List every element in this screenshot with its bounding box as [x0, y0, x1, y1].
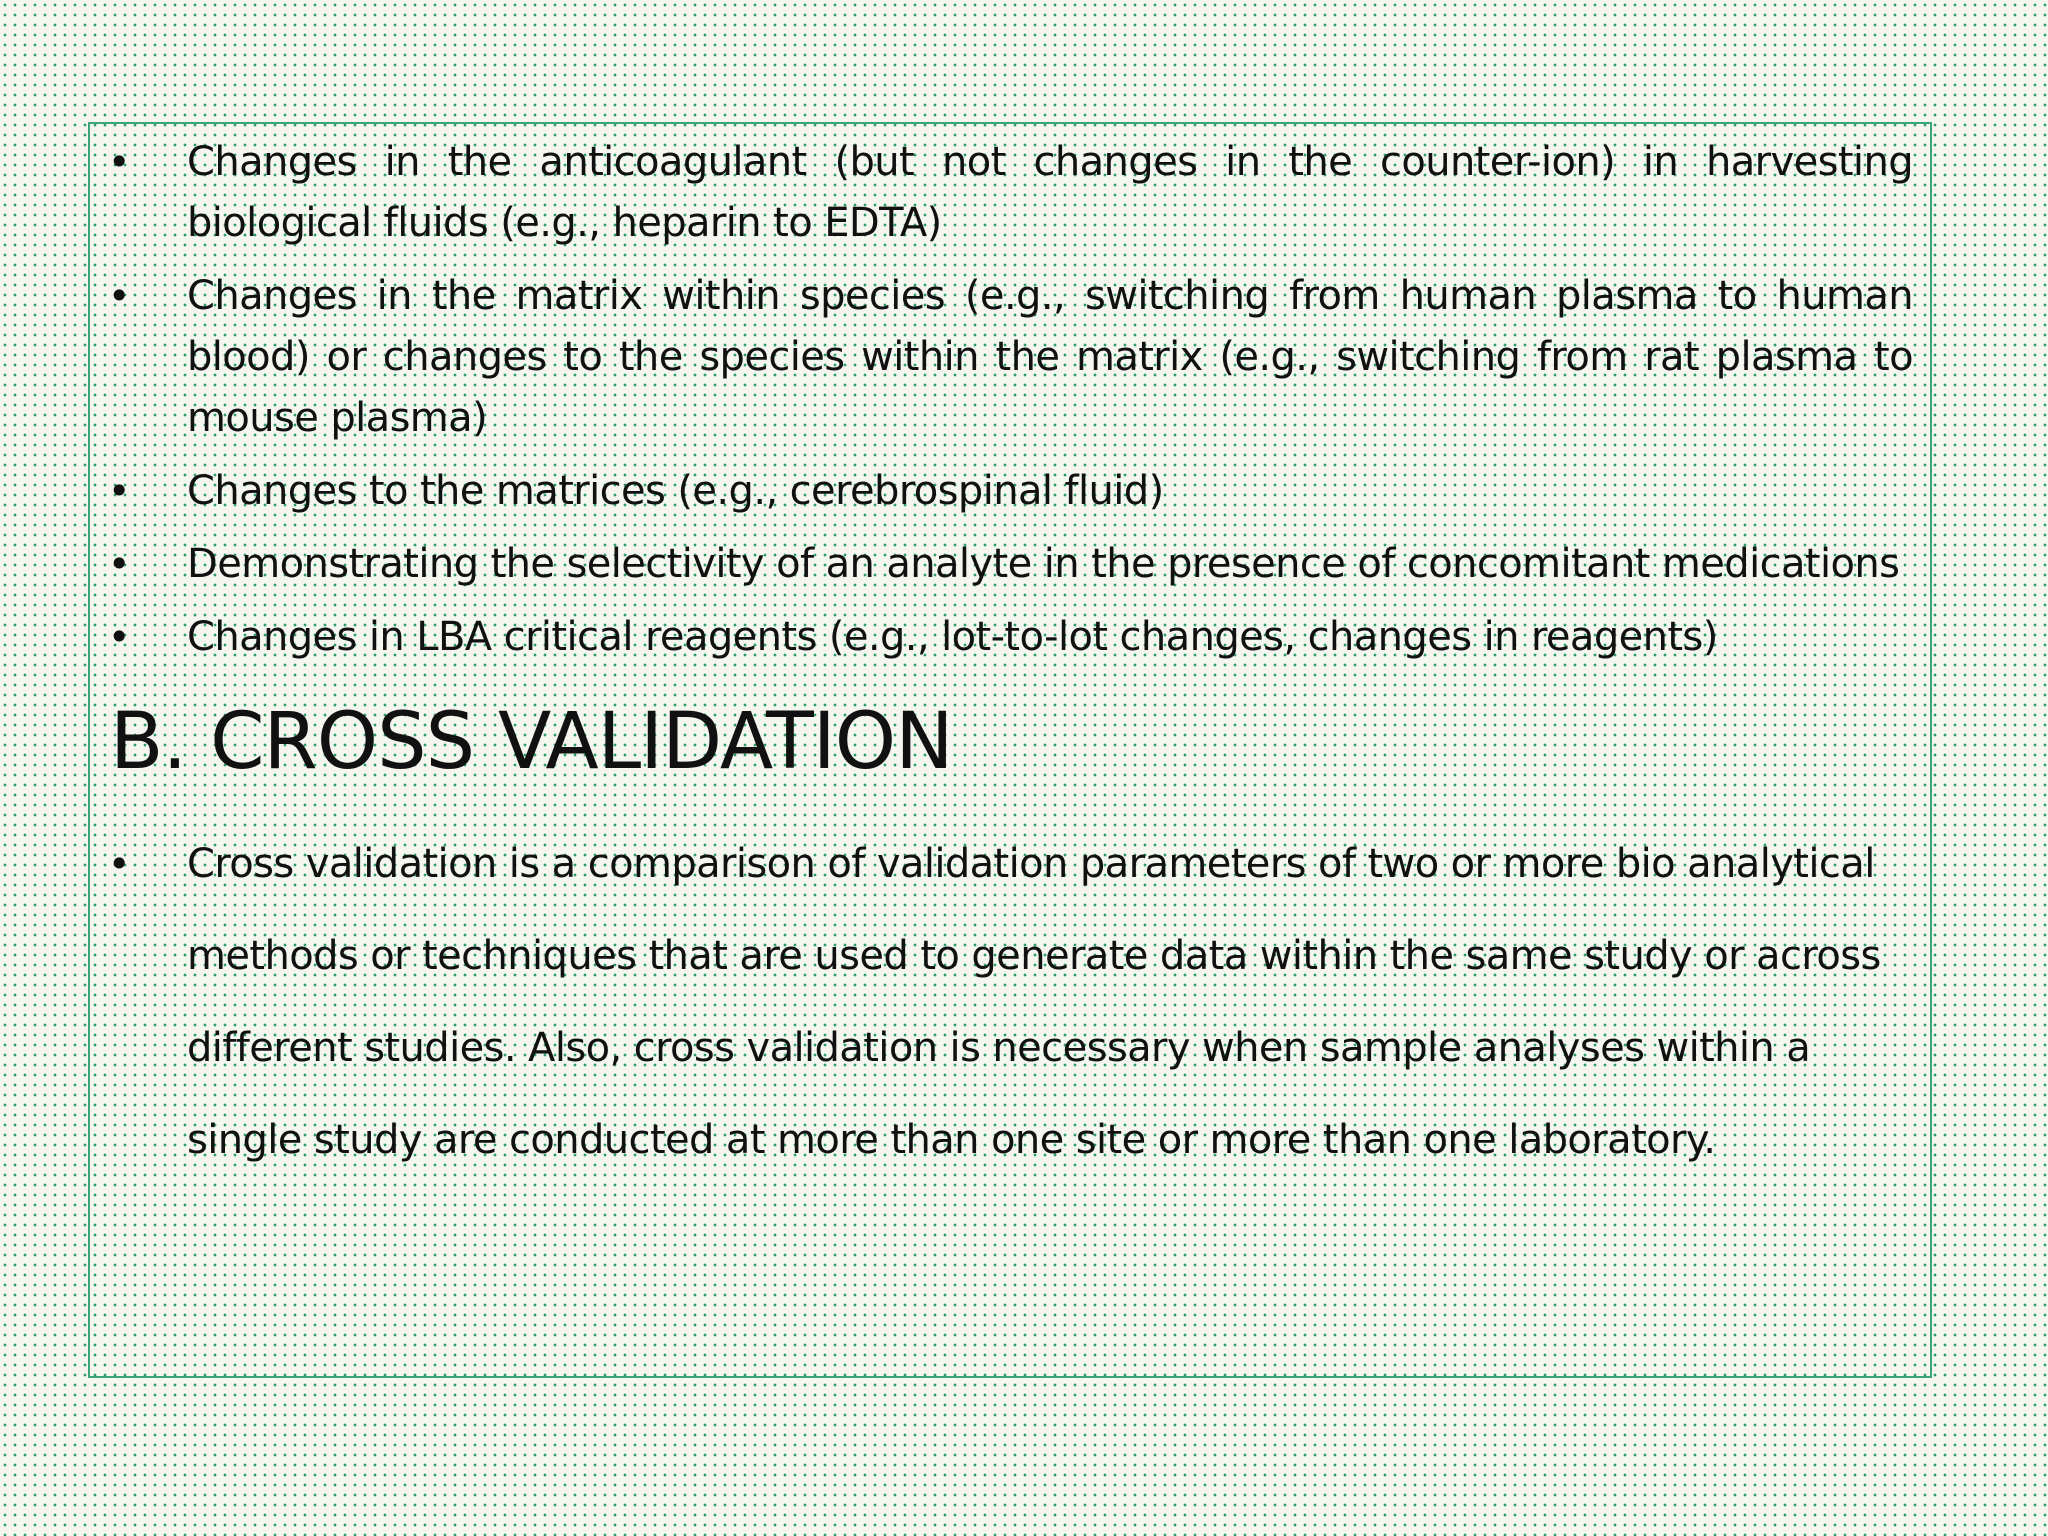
bullet-list-section-b: [108, 818, 1913, 1186]
bullet-icon: •: [108, 615, 130, 659]
list-item-text: Changes to the matrices (e.g., cerebrospinal fluid): [187, 468, 1164, 514]
list-item-text: Changes in LBA critical reagents (e.g., lot-to-lot changes, changes in reagents): [187, 614, 1718, 660]
list-item: [108, 607, 1913, 668]
list-item-text: Changes in the matrix within species (e.g., switching from human plasma to human blood) or changes to the species within the matrix (e.g., switching from rat plasma to mouse plasma): [187, 273, 1913, 441]
bullet-icon: •: [108, 469, 130, 513]
list-item-text: Cross validation is a comparison of validation parameters of two or more bio analytical methods or techniques that are used to generate data within the same study or across different studies. Also, cross validation is necessary when sample analyses within a single study are conducted at more than one site or more than one laboratory.: [187, 841, 1881, 1163]
list-item: [108, 818, 1913, 1186]
section-heading: B. CROSS VALIDATION: [110, 697, 953, 787]
list-item: [108, 266, 1913, 449]
bullet-icon: •: [108, 274, 130, 318]
list-item: [108, 534, 1913, 595]
list-item-text: Demonstrating the selectivity of an analyte in the presence of concomitant medications: [187, 541, 1900, 587]
bullet-list-section-a: [108, 132, 1913, 668]
bullet-icon: •: [108, 842, 130, 886]
bullet-icon: •: [108, 140, 130, 184]
bullet-icon: •: [108, 542, 130, 586]
list-item: [108, 461, 1913, 522]
slide-content: [108, 132, 1913, 1198]
list-item-text: Changes in the anticoagulant (but not changes in the counter-ion) in harvesting biological fluids (e.g., heparin to EDTA): [187, 139, 1913, 246]
list-item: [108, 132, 1913, 254]
